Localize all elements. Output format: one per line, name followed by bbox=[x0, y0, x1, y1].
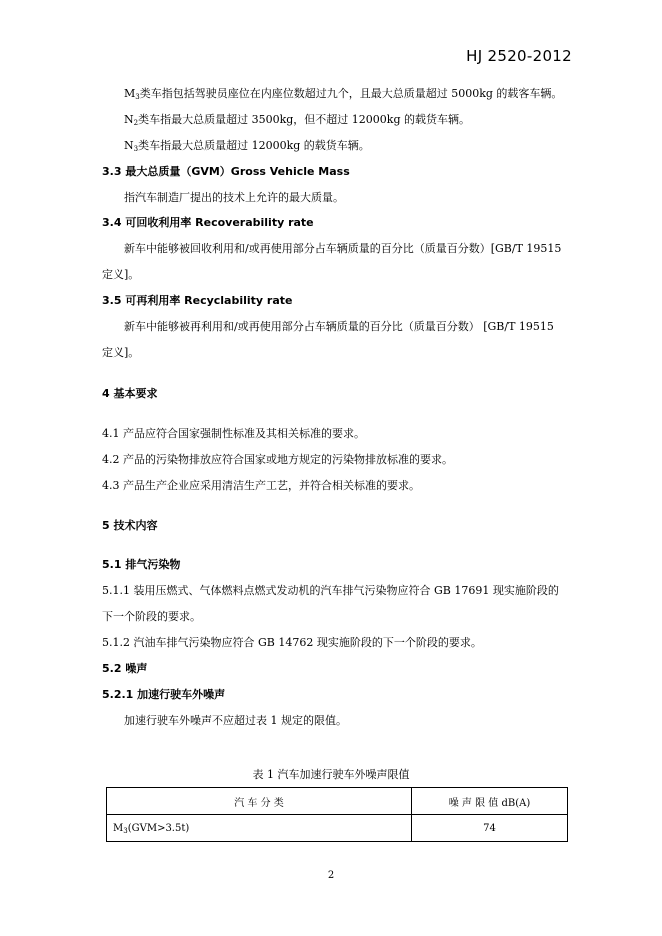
definition-n3: $N_3$类车指最大总质量超过 12000kg 的载货车辆。 bbox=[124, 139, 370, 153]
section-5-2-heading: 5.2 噪声 bbox=[102, 662, 148, 675]
document-code-header: HJ 2520-2012 bbox=[466, 47, 572, 65]
cell-noise-limit: 74 bbox=[412, 815, 568, 842]
section-5-heading: 5 技术内容 bbox=[102, 519, 158, 532]
definition-n2: $N_2$类车指最大总质量超过 3500kg，但不超过 12000kg 的载货车辆。 bbox=[124, 113, 470, 127]
section-4-2: 4.2 产品的污染物排放应符合国家或地方规定的污染物排放标准的要求。 bbox=[102, 453, 453, 466]
section-3-4-text-line2: 定义]。 bbox=[102, 268, 140, 281]
section-4-3: 4.3 产品生产企业应采用清洁生产工艺，并符合相关标准的要求。 bbox=[102, 479, 420, 492]
table-caption: 表 1 汽车加速行驶车外噪声限值 bbox=[252, 768, 410, 781]
section-4-1: 4.1 产品应符合国家强制性标准及其相关标准的要求。 bbox=[102, 427, 365, 440]
section-3-4-heading: 3.4 可回收利用率 Recoverability rate bbox=[102, 216, 314, 229]
col-header-vehicle-category: 汽 车 分 类 bbox=[107, 788, 412, 815]
page-number: 2 bbox=[327, 870, 335, 881]
table-row bbox=[107, 815, 568, 842]
section-5-1-1-line2: 下一个阶段的要求。 bbox=[102, 610, 201, 623]
section-3-3-heading: 3.3 最大总质量（GVM）Gross Vehicle Mass bbox=[102, 165, 350, 178]
section-3-5-heading: 3.5 可再利用率 Recyclability rate bbox=[102, 294, 293, 307]
section-3-4-text-line1: 新车中能够被回收利用和/或再使用部分占车辆质量的百分比（质量百分数）[GB/T 19515 bbox=[124, 242, 562, 255]
section-5-1-2: 5.1.2 汽油车排气污染物应符合 GB 14762 现实施阶段的下一个阶段的要求。 bbox=[102, 636, 482, 649]
section-3-5-text-line1: 新车中能够被再利用和/或再使用部分占车辆质量的百分比（质量百分数） [GB/T 19515 bbox=[124, 320, 554, 333]
section-5-2-1-heading: 5.2.1 加速行驶车外噪声 bbox=[102, 688, 226, 701]
section-5-1-1-line1: 5.1.1 装用压燃式、气体燃料点燃式发动机的汽车排气污染物应符合 GB 17691 现实施阶段的 bbox=[102, 584, 559, 597]
section-3-5-text-line2: 定义]。 bbox=[102, 346, 140, 359]
noise-limit-table bbox=[106, 787, 568, 842]
col-header-noise-limit: 噪 声 限 值 dB(A) bbox=[412, 788, 568, 815]
cell-vehicle-category: $M_3(GVM>3.5t)$ bbox=[107, 815, 412, 842]
table-header-row bbox=[107, 788, 568, 815]
section-3-3-text: 指汽车制造厂提出的技术上允许的最大质量。 bbox=[124, 191, 344, 204]
section-5-2-1-text: 加速行驶车外噪声不应超过表 1 规定的限值。 bbox=[124, 714, 347, 727]
definition-m3: $M_3$类车指包括驾驶员座位在内座位数超过九个，且最大总质量超过 5000kg 的载客车辆。 bbox=[124, 87, 563, 101]
section-5-1-heading: 5.1 排气污染物 bbox=[102, 558, 181, 571]
section-4-heading: 4 基本要求 bbox=[102, 387, 158, 400]
